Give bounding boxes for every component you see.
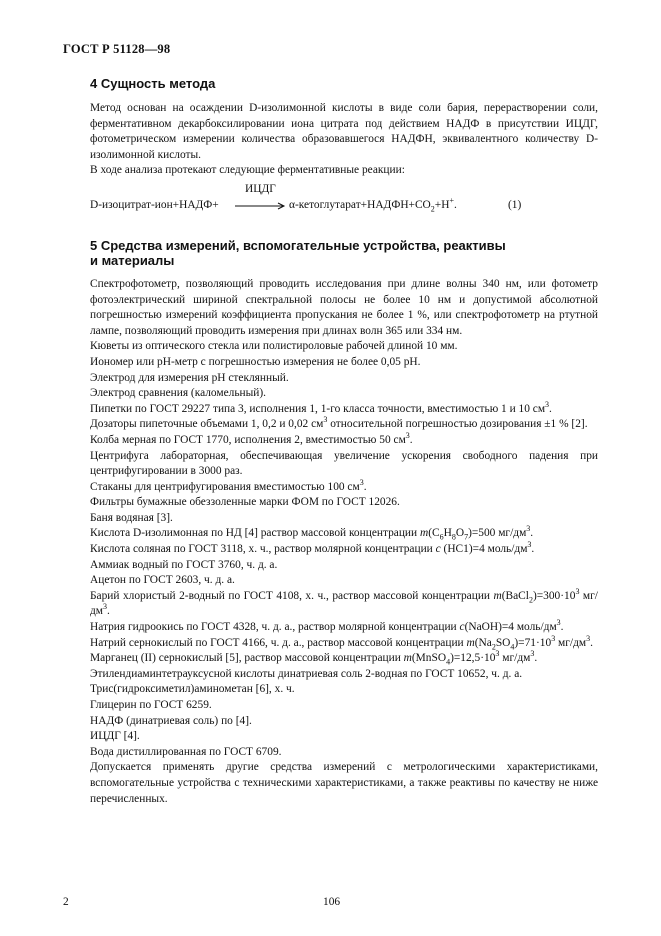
equation-number: (1) (508, 198, 522, 211)
list-item: Ацетон по ГОСТ 2603, ч. д. а. (90, 574, 235, 587)
list-item: Этилендиаминтетрауксусной кислоты динатриевая соль 2-водная по ГОСТ 10652, ч. д. а. (90, 667, 523, 680)
enzyme-label: ИЦДГ (245, 182, 276, 195)
list-item: Кислота соляная по ГОСТ 3118, х. ч., раствор молярной концентрации c (HC1)=4 моль/$дм^3$. (90, 540, 535, 556)
section-4-title: 4 Сущность метода (90, 76, 216, 91)
section-4-paragraph-1: Метод основан на осаждении D-изолимонной кислоты в виде соли бария, перерастворении соли, ферментативном декарбоксилировании иона цитрата под действием НАДФ в присутствии ИЦДГ, фотометрическом измерении количества образовавшегося НАДФН, эквивалентного количеству D-изолимонной кислоты. (90, 102, 598, 161)
list-item: ИЦДГ [4]. (90, 730, 140, 743)
list-item: Пипетки по ГОСТ 29227 типа 3, исполнения 1, 1-го класса точности, вместимостью 1 и 10 $см^3$. (90, 399, 552, 415)
section-4-paragraph-2: В ходе анализа протекают следующие ферментативные реакции: (90, 164, 405, 177)
list-item: Натрия гидроокись по ГОСТ 4328, ч. д. а., раствор молярной концентрации c(NaOH)=4 моль/$дм^3$. (90, 618, 564, 634)
list-item: Баня водяная [3]. (90, 511, 173, 524)
list-item: Колба мерная по ГОСТ 1770, исполнения 2, вместимостью 50 $см^3$. (90, 431, 413, 446)
list-item: Центрифуга лабораторная, обеспечивающая увеличение ускорения свободного падения при центрифугировании в 3000 раз. (90, 449, 598, 478)
document-id: ГОСТ Р 51128—98 (63, 42, 171, 56)
list-item: Глицерин по ГОСТ 6259. (90, 699, 212, 711)
page-body (90, 76, 598, 807)
list-item: Дозаторы пипеточные объемами 1, 0,2 и 0,02 $см^3$ относительной погрешностью дозирования ±1 % [2]. (90, 415, 588, 431)
equation-left-side: D-изоцитрат-ион+НАДФ+ (90, 198, 219, 211)
list-item: Электрод сравнения (каломельный). (90, 387, 267, 400)
list-item: НАДФ (динатриевая соль) по [4]. (90, 714, 252, 727)
list-item: Барий хлористый 2-водный по ГОСТ 4108, х. ч., раствор массовой концентрации $m(BaCl_2)=300\cdot 10^3$ $мг/дм^3$. (90, 587, 598, 618)
list-item: Фильтры бумажные обеззоленные марки ФОМ по ГОСТ 12026. (90, 496, 400, 509)
list-item: Вода дистиллированная по ГОСТ 6709. (90, 745, 282, 758)
list-item: Спектрофотометр, позволяющий проводить исследования при длине волны 340 нм, или фотометр фотоэлектрический шириной спектральной полосы не более 10 нм и допустимой абсолютной погрешностью измерений коэффициента пропускания не более 1 %, или спектрофотометр на ртутной лампе, позволяющий проводить измерения при длинах волн 365 или 334 нм. (90, 277, 598, 337)
list-item: Кюветы из оптического стекла или полистироловые рабочей длиной 10 мм. (90, 340, 458, 353)
page-number-left: 2 (63, 896, 69, 908)
reaction-equation (90, 182, 598, 216)
page-number-center: 106 (323, 896, 341, 908)
section-5-title: 5 Средства измерений, вспомогательные устройства, реактивы и материалы (90, 237, 506, 268)
reaction-arrow-icon (235, 201, 287, 211)
list-item: Кислота D-изолимонная по НД [4] раствор массовой концентрации $m(C_6H_8O_7)=500$ $мг/дм^3$. (90, 524, 534, 542)
list-item: Аммиак водный по ГОСТ 3760, ч. д. а. (90, 558, 278, 571)
equation-right-side: $\alpha-кетоглутарат+НАДФН+CO_2+H^+$. (289, 196, 457, 214)
list-item: Марганец (II) сернокислый [5], раствор массовой концентрации $m(MnSO_4)=12,5\cdot 10^3$ $мг/дм^3$. (90, 649, 538, 667)
list-item: Электрод для измерения pH стеклянный. (90, 371, 289, 384)
list-item: Стаканы для центрифугирования вместимостью 100 $см^3$. (90, 477, 367, 493)
list-item: Трис(гидроксиметил)аминометан [6], х. ч. (90, 683, 295, 696)
list-item: Допускается применять другие средства измерений с метрологическими характеристиками, вспомогательные устройства с техническими характеристиками, а также реактивы по качеству не ниже перечисленных. (90, 761, 598, 805)
list-item: Иономер или pH-метр с погрешностью измерения не более 0,05 pH. (90, 355, 421, 368)
list-item: Натрий сернокислый по ГОСТ 4166, ч. д. а., раствор массовой концентрации $m(Na_2SO_4)=71\cdot 10^3$ $мг/дм^3$. (90, 633, 593, 651)
